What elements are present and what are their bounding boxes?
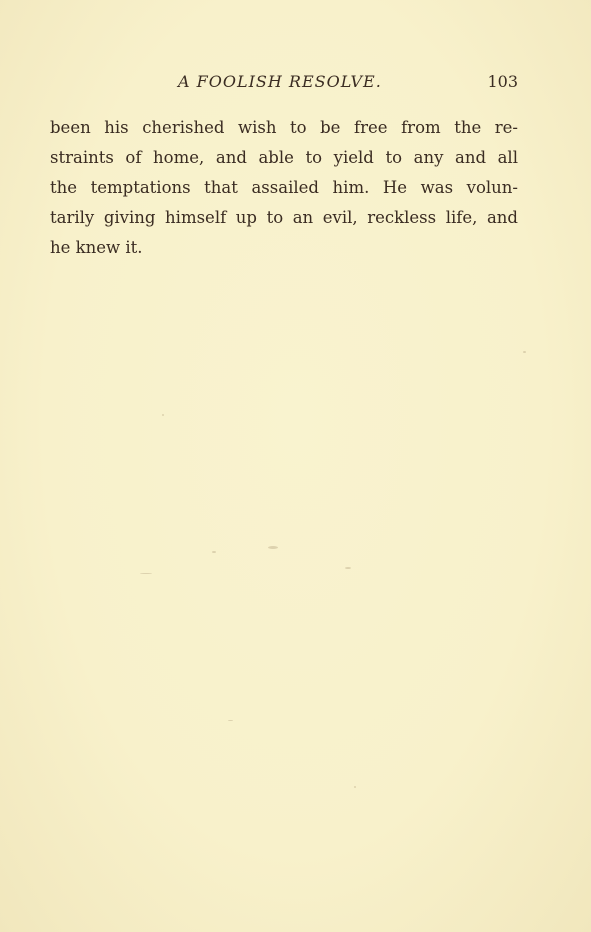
paper-speck: [354, 786, 356, 788]
paper-speck: [212, 551, 216, 553]
paper-speck: [228, 720, 233, 721]
body-paragraph: [50, 113, 518, 263]
page-number: 103: [487, 72, 518, 91]
text-line: straints of home, and able to yield to any and all: [50, 148, 518, 167]
paper-speck: [140, 573, 152, 574]
paper-speck: [345, 567, 351, 569]
paper-speck: [162, 414, 164, 416]
running-head: [50, 72, 518, 94]
paper-speck: [523, 351, 526, 353]
running-title: A FOOLISH RESOLVE.: [178, 72, 382, 91]
text-line: been his cherished wish to be free from the re-: [50, 118, 518, 137]
paper-speck: [268, 546, 278, 549]
text-line: the temptations that assailed him. He was volun-: [50, 178, 518, 197]
text-line: tarily giving himself up to an evil, reckless life, and: [50, 208, 518, 227]
text-line: he knew it.: [50, 238, 143, 257]
